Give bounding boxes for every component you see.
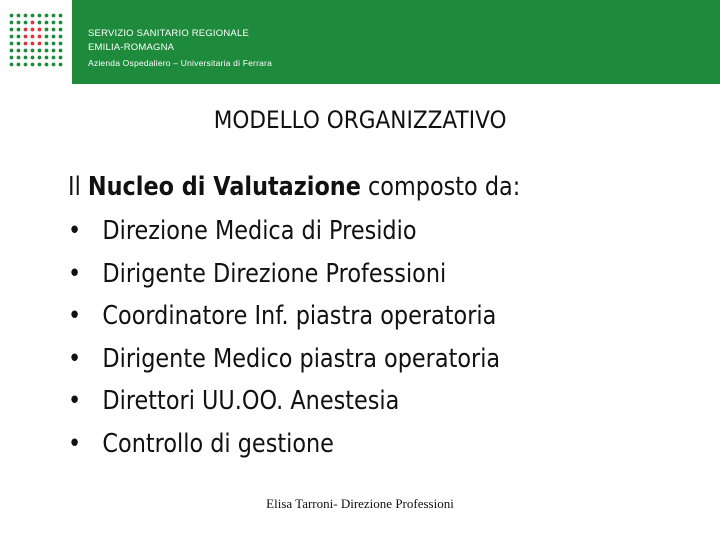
logo-dot xyxy=(17,42,21,46)
list-item-text: Coordinatore Inf. piastra operatoria xyxy=(102,301,497,331)
dot-grid-logo-icon xyxy=(8,12,64,68)
logo-dot xyxy=(59,56,63,60)
logo-dot xyxy=(10,28,14,32)
logo-dot xyxy=(17,28,21,32)
logo-dot xyxy=(24,28,28,32)
logo-dot xyxy=(17,63,21,67)
list-item xyxy=(68,214,500,257)
list-item xyxy=(68,427,500,470)
logo-dot xyxy=(31,49,35,53)
logo-dot xyxy=(31,21,35,25)
logo-dot xyxy=(52,21,56,25)
logo-dot xyxy=(45,14,49,18)
logo-dot xyxy=(38,35,42,39)
intro-bold: Nucleo di Valutazione xyxy=(87,172,361,202)
bullet-glyph: • xyxy=(68,216,82,246)
list-item-text: Direzione Medica di Presidio xyxy=(102,216,417,246)
logo-dot xyxy=(52,49,56,53)
logo-dot xyxy=(45,49,49,53)
logo-dot xyxy=(59,42,63,46)
logo-dot xyxy=(10,42,14,46)
bullet-glyph: • xyxy=(68,343,82,374)
logo-dot xyxy=(24,21,28,25)
header-line-area: EMILIA-ROMAGNA xyxy=(88,42,175,53)
list-item-text: Direttori UU.OO. Anestesia xyxy=(102,386,400,416)
logo-dot xyxy=(52,28,56,32)
logo-dot xyxy=(10,35,14,39)
bullet-glyph: • xyxy=(68,258,82,289)
logo-dot xyxy=(52,63,56,67)
logo-dot xyxy=(59,49,63,53)
bullet-glyph: • xyxy=(68,386,82,416)
logo-dot xyxy=(31,28,35,32)
logo-dot xyxy=(17,14,21,18)
list-item xyxy=(68,342,500,385)
bullet-glyph: • xyxy=(68,428,82,459)
list-item xyxy=(68,384,500,427)
logo-dot xyxy=(59,63,63,67)
logo-dot xyxy=(59,28,63,32)
logo-dot xyxy=(45,42,49,46)
logo-dot xyxy=(17,35,21,39)
logo-dot xyxy=(52,42,56,46)
logo-dot xyxy=(10,14,14,18)
logo-dot xyxy=(17,56,21,60)
logo-dot xyxy=(38,14,42,18)
logo-dot xyxy=(31,35,35,39)
header-line-hospital: Azienda Ospedaliero – Universitaria di Ferrara xyxy=(88,58,273,68)
logo-dot xyxy=(45,28,49,32)
logo-dot xyxy=(38,63,42,67)
logo-dot xyxy=(59,21,63,25)
logo-dot xyxy=(24,49,28,53)
logo-dot xyxy=(24,63,28,67)
logo-dot xyxy=(38,56,42,60)
header-line-region: SERVIZIO SANITARIO REGIONALE xyxy=(88,28,249,39)
logo-dot xyxy=(24,14,28,18)
list-item-text: Dirigente Direzione Professioni xyxy=(102,258,447,289)
logo-dot xyxy=(45,63,49,67)
intro-text xyxy=(68,172,520,202)
logo-dot xyxy=(59,14,63,18)
header-bar xyxy=(72,0,720,84)
logo-dot xyxy=(24,42,28,46)
logo-dot xyxy=(38,28,42,32)
list-item-text: Controllo di gestione xyxy=(102,428,334,459)
logo-dot xyxy=(10,56,14,60)
bullet-glyph: • xyxy=(68,301,82,331)
logo-dot xyxy=(52,35,56,39)
slide-title: MODELLO ORGANIZZATIVO xyxy=(213,106,507,134)
bullet-list xyxy=(68,214,500,469)
logo-dot xyxy=(24,56,28,60)
logo-dot xyxy=(45,56,49,60)
intro-prefix: Il xyxy=(68,172,88,202)
list-item xyxy=(68,257,500,300)
logo-dot xyxy=(52,56,56,60)
list-item-text: Dirigente Medico piastra operatoria xyxy=(102,343,501,374)
logo-dot xyxy=(10,49,14,53)
logo-dot xyxy=(45,21,49,25)
logo-dot xyxy=(10,21,14,25)
logo-dot xyxy=(17,49,21,53)
logo-dot xyxy=(52,14,56,18)
logo-dot xyxy=(10,63,14,67)
logo-dot xyxy=(31,56,35,60)
logo-dot xyxy=(24,35,28,39)
footer-author: Elisa Tarroni- Direzione Professioni xyxy=(266,496,454,511)
logo-dot xyxy=(38,42,42,46)
logo-dot xyxy=(38,49,42,53)
logo-dot xyxy=(31,42,35,46)
logo-dot xyxy=(17,21,21,25)
logo-dot xyxy=(31,63,35,67)
logo-dot xyxy=(38,21,42,25)
logo-dot xyxy=(59,35,63,39)
list-item xyxy=(68,299,500,342)
logo-dot xyxy=(45,35,49,39)
intro-suffix: composto da: xyxy=(360,172,521,202)
logo-dot xyxy=(31,14,35,18)
